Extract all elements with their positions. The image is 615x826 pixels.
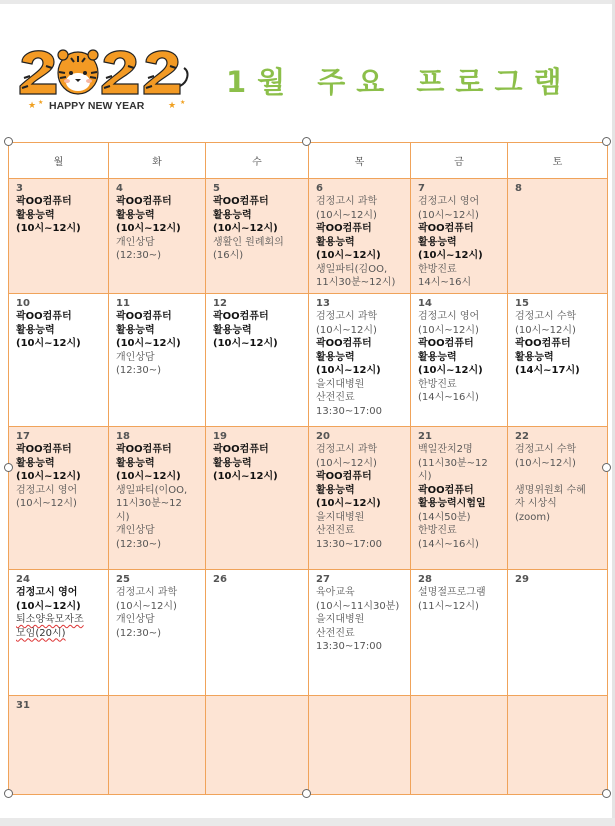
star-icon: ★ <box>180 99 186 106</box>
resize-handle[interactable] <box>602 789 611 798</box>
calendar-day-cell <box>508 570 608 696</box>
resize-handle[interactable] <box>302 789 311 798</box>
calendar-event: 곽OO컴퓨터 활용능력시험일 <box>418 484 486 509</box>
calendar-event: 검정고시 수학 (10시~12시) 생명위원회 수혜 자 시상식 (zoom) <box>515 444 586 523</box>
day-number: 20 <box>316 431 330 442</box>
calendar-day-cell <box>411 294 508 427</box>
logo-tagline: HAPPY NEW YEAR <box>49 100 145 112</box>
calendar-day-cell <box>109 696 206 795</box>
calendar-day-cell <box>9 570 109 696</box>
weekday-header: 수 <box>206 143 309 179</box>
calendar-event: 검정고시 과학 (10시~12시) <box>316 311 378 336</box>
calendar-event: 검정고시 영어 (10시~12시) <box>16 587 81 612</box>
calendar-event: 개인상담 (12:30~) <box>116 236 161 261</box>
calendar-week-row <box>9 427 608 570</box>
day-number: 22 <box>515 431 529 442</box>
calendar-day-cell <box>411 696 508 795</box>
calendar-day-cell <box>206 179 309 294</box>
calendar-event: 퇴소양육모자조 모임(20시) <box>16 614 84 639</box>
day-number: 5 <box>213 183 220 194</box>
calendar-event: 생활인 원례회의 (16시) <box>213 236 284 261</box>
calendar-event: 곽OO컴퓨터 활용능력 (10시~12시) <box>213 196 278 234</box>
calendar-event: 곽OO컴퓨터 활용능력 (10시~12시) <box>116 311 181 349</box>
star-icon: ★ <box>28 101 37 111</box>
calendar-event: 생일파티(이OO, 11시30분~12 시) <box>116 484 188 523</box>
calendar-event: 곽OO컴퓨터 활용능력 (10시~12시) <box>213 444 278 482</box>
day-number: 31 <box>16 700 30 711</box>
day-number: 18 <box>116 431 130 442</box>
day-number: 4 <box>116 183 123 194</box>
calendar-week-row <box>9 696 608 795</box>
page-top-rule <box>0 0 615 4</box>
calendar-day-cell <box>206 427 309 570</box>
calendar-week-row <box>9 570 608 696</box>
weekday-header: 토 <box>508 143 608 179</box>
calendar-day-cell <box>411 427 508 570</box>
weekday-header: 목 <box>309 143 411 179</box>
weekday-header: 금 <box>411 143 508 179</box>
resize-handle[interactable] <box>4 463 13 472</box>
calendar-day-cell <box>508 294 608 427</box>
calendar-event: 곽OO컴퓨터 활용능력 (10시~12시) <box>316 471 381 509</box>
calendar-day-cell <box>109 294 206 427</box>
day-number: 15 <box>515 298 529 309</box>
calendar-event: 한방진료 14시~16시 <box>418 263 472 288</box>
weekday-header: 화 <box>109 143 206 179</box>
resize-handle[interactable] <box>302 137 311 146</box>
calendar-event: 곽OO컴퓨터 활용능력 (10시~12시) <box>16 196 81 234</box>
calendar-event: 곽OO컴퓨터 활용능력 (10시~12시) <box>213 311 278 349</box>
day-number: 29 <box>515 574 529 585</box>
calendar-event: 검정고시 영어 (10시~12시) <box>418 311 480 336</box>
calendar-day-cell <box>309 179 411 294</box>
day-number: 27 <box>316 574 330 585</box>
calendar-week-row <box>9 179 608 294</box>
calendar-event: 한방진료 (14시~16시) <box>418 525 479 550</box>
calendar-event: 검정고시 과학 (10시~12시) 개인상담 (12:30~) <box>116 587 178 639</box>
weekday-header-row <box>9 143 608 179</box>
star-icon: ★ <box>38 99 44 106</box>
calendar-event: 을지대병원 산전진료 13:30~17:00 <box>316 511 383 550</box>
star-icon: ★ <box>168 101 177 111</box>
day-number: 28 <box>418 574 432 585</box>
day-number: 3 <box>16 183 23 194</box>
day-number: 8 <box>515 183 522 194</box>
calendar-day-cell <box>9 696 109 795</box>
calendar-event: 검정고시 영어 (10시~12시) <box>418 196 480 221</box>
calendar-event: 곽OO컴퓨터 활용능력 (10시~12시) <box>316 223 381 261</box>
day-number: 7 <box>418 183 425 194</box>
calendar-event: 곽OO컴퓨터 활용능력 (10시~12시) <box>116 196 181 234</box>
digit-two-icon <box>20 51 56 94</box>
calendar-event: 개인상담 (12:30~) <box>116 525 161 550</box>
calendar-event: 곽OO컴퓨터 활용능력 (10시~12시) <box>418 223 483 261</box>
resize-handle[interactable] <box>602 463 611 472</box>
calendar-day-cell <box>109 570 206 696</box>
calendar-event: 검정고시 과학 (10시~12시) <box>316 444 378 469</box>
calendar-event: 개인상담 (12:30~) <box>116 351 161 376</box>
calendar-event: 생일파티(김OO, 11시30분~12시) <box>316 263 396 288</box>
calendar-day-cell <box>411 179 508 294</box>
calendar-event: 곽OO컴퓨터 활용능력 (10시~12시) <box>316 338 381 376</box>
day-number: 19 <box>213 431 227 442</box>
day-number: 21 <box>418 431 432 442</box>
day-number: 10 <box>16 298 30 309</box>
day-number: 12 <box>213 298 227 309</box>
tiger-2022-logo-graphic <box>16 42 194 114</box>
tiger-face-icon <box>58 50 98 94</box>
calendar-day-cell <box>508 696 608 795</box>
calendar-event: 곽OO컴퓨터 활용능력 (10시~12시) <box>116 444 181 482</box>
resize-handle[interactable] <box>602 137 611 146</box>
calendar-event: (14시50분) <box>418 511 471 523</box>
calendar-event: 을지대병원 산전진료 13:30~17:00 <box>316 378 383 417</box>
calendar-event: 곽OO컴퓨터 활용능력 (10시~12시) <box>16 444 81 482</box>
calendar-event: 백일잔치2명 (11시30분~12 시) <box>418 444 488 482</box>
day-number: 25 <box>116 574 130 585</box>
calendar-event: 한방진료 (14시~16시) <box>418 378 479 403</box>
calendar-day-cell <box>9 427 109 570</box>
calendar-day-cell <box>508 179 608 294</box>
calendar-event: 검정고시 영어 (10시~12시) <box>16 484 78 509</box>
calendar-day-cell <box>9 179 109 294</box>
calendar-event: 검정고시 수학 (10시~12시) <box>515 311 577 336</box>
day-number: 14 <box>418 298 432 309</box>
day-number: 6 <box>316 183 323 194</box>
weekday-header: 월 <box>9 143 109 179</box>
resize-handle[interactable] <box>4 789 13 798</box>
calendar-day-cell <box>206 570 309 696</box>
monthly-calendar-table <box>8 142 608 795</box>
calendar-week-row <box>9 294 608 427</box>
day-number: 13 <box>316 298 330 309</box>
day-number: 11 <box>116 298 130 309</box>
calendar-day-cell <box>309 427 411 570</box>
day-number: 17 <box>16 431 30 442</box>
day-number: 26 <box>213 574 227 585</box>
calendar-day-cell <box>411 570 508 696</box>
happy-new-year-logo <box>16 42 194 114</box>
resize-handle[interactable] <box>4 137 13 146</box>
day-number: 24 <box>16 574 30 585</box>
calendar-day-cell <box>508 427 608 570</box>
calendar-event: 검정고시 과학 (10시~12시) <box>316 196 378 221</box>
calendar-event: 곽OO컴퓨터 활용능력 (14시~17시) <box>515 338 580 376</box>
calendar-day-cell <box>206 294 309 427</box>
calendar-day-cell <box>109 427 206 570</box>
calendar-day-cell <box>109 179 206 294</box>
page-bottom-rule <box>0 818 615 826</box>
calendar-day-cell <box>309 696 411 795</box>
calendar-event: 설명절프로그램 (11시~12시) <box>418 587 486 612</box>
calendar-day-cell <box>9 294 109 427</box>
calendar-event: 곽OO컴퓨터 활용능력 (10시~12시) <box>418 338 483 376</box>
digit-two-icon-3 <box>144 51 187 94</box>
calendar-event: 곽OO컴퓨터 활용능력 (10시~12시) <box>16 311 81 349</box>
digit-two-icon-2 <box>102 51 138 94</box>
calendar-day-cell <box>206 696 309 795</box>
calendar-event: 육아교육 (10시~11시30분) 을지대병원 산전진료 13:30~17:00 <box>316 587 400 652</box>
calendar-day-cell <box>309 294 411 427</box>
page-title: 1월 주요 프로그램 <box>226 65 573 99</box>
calendar-day-cell <box>309 570 411 696</box>
